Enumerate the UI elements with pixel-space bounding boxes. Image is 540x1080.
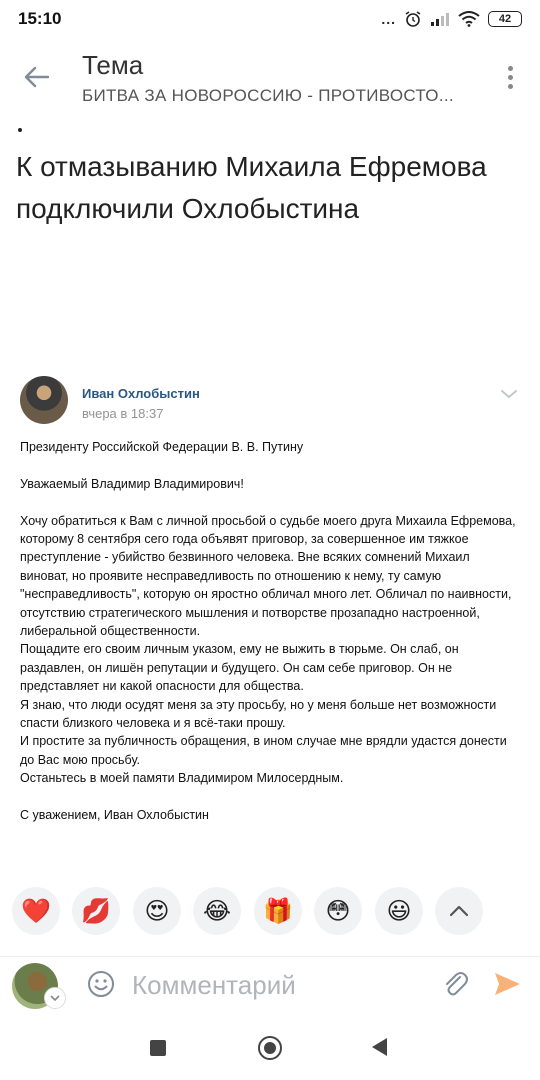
reaction-flushed[interactable]: 😳 bbox=[314, 887, 362, 935]
arrow-left-icon bbox=[24, 66, 50, 88]
more-vertical-icon bbox=[508, 66, 513, 71]
signal-icon bbox=[430, 11, 450, 27]
reaction-gift[interactable]: 🎁 bbox=[254, 887, 302, 935]
post-paragraph: Уважаемый Владимир Владимирович! bbox=[20, 476, 244, 491]
paperclip-icon[interactable] bbox=[440, 969, 470, 999]
post-paragraph: Останьтесь в моей памяти Владимиром Милосердным. bbox=[20, 771, 344, 786]
post-paragraph: Я знаю, что люди осудят меня за эту просьбу, но у меня больше нет возможности спасти близкого человека и я всё-таки прошу. bbox=[20, 697, 497, 731]
wifi-icon bbox=[458, 11, 480, 27]
status-time: 15:10 bbox=[18, 9, 62, 28]
post-paragraph: Президенту Российской Федерации В. В. Путину bbox=[20, 440, 304, 454]
status-icons bbox=[381, 10, 522, 28]
author-name[interactable]: Иван Охлобыстин bbox=[82, 386, 200, 401]
reaction-heart-eyes[interactable]: 😍 bbox=[133, 887, 181, 935]
emoji-icon[interactable] bbox=[86, 969, 116, 999]
post-paragraph: С уважением, Иван Охлобыстин bbox=[20, 808, 209, 823]
more-menu-button[interactable] bbox=[498, 62, 522, 92]
reaction-kiss[interactable]: 💋 bbox=[72, 887, 120, 935]
post-body bbox=[20, 438, 520, 824]
send-icon[interactable] bbox=[492, 969, 522, 999]
post-time: вчера в 18:37 bbox=[82, 406, 164, 421]
home-icon bbox=[264, 1042, 276, 1054]
home-button[interactable] bbox=[258, 1036, 282, 1060]
chevron-up-icon bbox=[449, 905, 469, 917]
bullet-mark bbox=[18, 128, 22, 132]
header-texts bbox=[82, 50, 482, 108]
system-back-button[interactable] bbox=[372, 1038, 387, 1056]
post-paragraph: Пощадите его своим личным указом, ему не выжить в тюрьме. Он слаб, он раздавлен, он лишён репутации и будущего. Он сам себе приговор. Он не представляет ни какой опасности для общества. bbox=[20, 642, 459, 694]
chevron-down-icon bbox=[50, 995, 60, 1002]
recent-apps-button[interactable] bbox=[150, 1040, 166, 1056]
chevron-down-icon[interactable] bbox=[500, 388, 518, 400]
expand-reactions-button[interactable] bbox=[435, 887, 483, 935]
reactions-bar bbox=[0, 887, 540, 939]
reaction-heart[interactable]: ❤️ bbox=[12, 887, 60, 935]
post-paragraph: Хочу обратиться к Вам с личной просьбой о судьбе моего друга Михаила Ефремова, которому 8 сентября сего года объявят приговор, за совершенное им тяжкое преступление - убийство безвинного человека. Вне всяких сомнений Михаил виноват, но проявите несправедливость по отношению к нему, ту самую "несправедливость", которую он яростно обличал много лет. Обличал по наивности, отсутствию стратегического мышления и потворстве прозападно настроенной, либеральной общественности. bbox=[20, 513, 516, 639]
post-paragraph: И простите за публичность обращения, в ином случае мне врядли удастся донести до Вас мою просьбу. bbox=[20, 734, 507, 767]
alarm-icon bbox=[404, 10, 422, 28]
status-dots: ... bbox=[381, 11, 396, 27]
author-avatar[interactable] bbox=[20, 376, 68, 424]
identity-switch-button[interactable] bbox=[44, 987, 66, 1009]
article-title: К отмазыванию Михаила Ефремова подключили Охлобыстина bbox=[16, 151, 487, 224]
battery-icon: 42 bbox=[488, 11, 522, 27]
comment-bar bbox=[0, 956, 540, 1016]
reaction-laugh[interactable]: 😂 bbox=[193, 887, 241, 935]
page-title: Тема bbox=[82, 50, 144, 80]
comment-input[interactable] bbox=[132, 967, 432, 1003]
status-bar bbox=[0, 0, 540, 38]
reaction-smile[interactable]: 😃 bbox=[375, 887, 423, 935]
back-button[interactable] bbox=[22, 62, 52, 92]
topic-subtitle: БИТВА ЗА НОВОРОССИЮ - ПРОТИВОСТО... bbox=[82, 86, 454, 105]
app-header bbox=[0, 38, 540, 114]
system-nav-bar bbox=[0, 1016, 540, 1080]
topic-content[interactable] bbox=[0, 114, 540, 874]
